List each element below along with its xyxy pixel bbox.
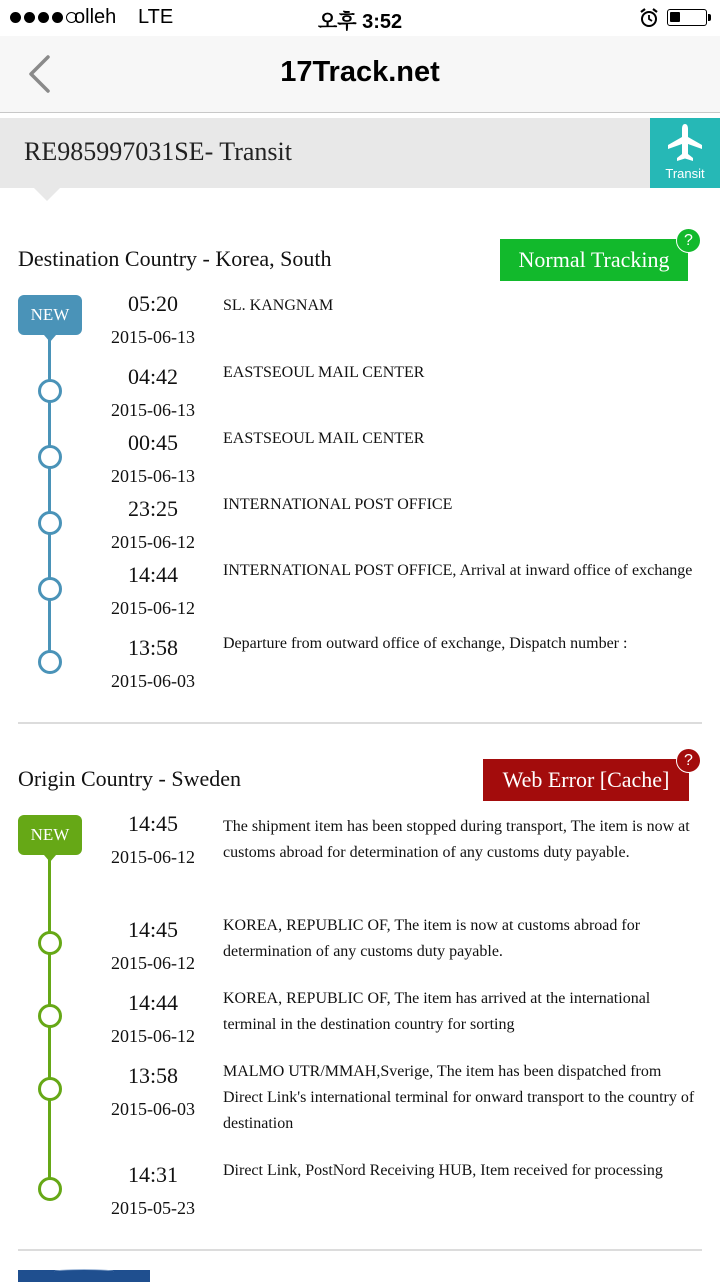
event-time: 14:31 xyxy=(127,1162,179,1187)
battery-level xyxy=(670,12,680,22)
event-time: 05:20 xyxy=(127,291,179,316)
event-description: EASTSEOUL MAIL CENTER xyxy=(223,430,425,447)
event-date: 2015-06-12 xyxy=(111,953,195,973)
event-description: MALMO UTR/MMAH,Sverige, The item has been dispatched from Direct Link's international terminal for onward transport to the country of destination xyxy=(223,1063,695,1132)
event-date: 2015-06-03 xyxy=(111,1099,195,1119)
transit-status-button[interactable] xyxy=(650,118,720,188)
network-type: LTE xyxy=(138,6,174,28)
destination-country-title: Destination Country - Korea, South xyxy=(18,246,332,271)
event-date: 2015-05-23 xyxy=(111,1198,195,1218)
event-date: 2015-06-12 xyxy=(111,847,195,867)
event-date: 2015-06-12 xyxy=(111,1026,195,1046)
page-title: 17Track.net xyxy=(280,56,440,88)
event-time: 23:25 xyxy=(127,496,179,521)
event-description: INTERNATIONAL POST OFFICE, Arrival at inward office of exchange xyxy=(223,562,693,579)
web-error-cache-button[interactable]: Web Error [Cache] xyxy=(483,759,689,801)
event-description: KOREA, REPUBLIC OF, The item is now at customs abroad for determination of any customs duty payable. xyxy=(223,917,641,960)
event-description: SL. KANGNAM xyxy=(223,297,334,314)
event-description: Direct Link, PostNord Receiving HUB, Item received for processing xyxy=(223,1162,663,1179)
postal-logo xyxy=(18,1270,150,1282)
timeline-node xyxy=(38,1004,62,1028)
event-time: 14:44 xyxy=(127,990,179,1015)
timeline-node xyxy=(38,445,62,469)
event-date: 2015-06-13 xyxy=(111,327,195,347)
event-time: 14:44 xyxy=(127,562,179,587)
header-pointer xyxy=(34,188,60,201)
transit-label: Transit xyxy=(665,166,705,181)
timeline-node xyxy=(38,379,62,403)
carrier-name: olleh xyxy=(74,6,117,28)
event-time: 00:45 xyxy=(127,430,179,455)
section-divider xyxy=(18,1249,702,1251)
timeline-node xyxy=(38,650,62,674)
event-description: INTERNATIONAL POST OFFICE xyxy=(223,496,453,513)
event-date: 2015-06-12 xyxy=(111,532,195,552)
tracking-header xyxy=(0,118,720,188)
event-time: 14:45 xyxy=(127,917,179,942)
event-time: 13:58 xyxy=(127,635,179,660)
timeline-node xyxy=(38,1177,62,1201)
battery-tip xyxy=(708,14,711,21)
event-description: The shipment item has been stopped during transport, The item is now at customs abroad for determination of any customs duty payable. xyxy=(223,818,690,861)
event-date: 2015-06-13 xyxy=(111,466,195,486)
navigation-bar xyxy=(0,36,720,113)
timeline-node xyxy=(38,1077,62,1101)
timeline-node xyxy=(38,511,62,535)
event-time: 13:58 xyxy=(127,1063,179,1088)
new-badge: NEW xyxy=(18,295,82,335)
section-divider xyxy=(18,722,702,724)
event-date: 2015-06-12 xyxy=(111,598,195,618)
event-description: KOREA, REPUBLIC OF, The item has arrived at the international terminal in the destination country for sorting xyxy=(223,990,651,1033)
airplane-icon xyxy=(665,122,705,164)
event-date: 2015-06-03 xyxy=(111,671,195,691)
new-badge: NEW xyxy=(18,815,82,855)
event-date: 2015-06-13 xyxy=(111,400,195,420)
tracking-number-status: RE985997031SE- Transit xyxy=(24,137,292,166)
event-description: EASTSEOUL MAIL CENTER xyxy=(223,364,425,381)
battery-icon xyxy=(667,9,707,26)
destination-help-icon[interactable]: ? xyxy=(676,228,701,253)
status-bar xyxy=(0,0,720,36)
alarm-icon xyxy=(638,7,660,29)
normal-tracking-button[interactable]: Normal Tracking xyxy=(500,239,688,281)
timeline-node xyxy=(38,577,62,601)
origin-country-title: Origin Country - Sweden xyxy=(18,766,242,791)
status-time: 오후 3:52 xyxy=(317,11,403,33)
event-time: 04:42 xyxy=(127,364,179,389)
origin-help-icon[interactable]: ? xyxy=(676,748,701,773)
timeline-node xyxy=(38,931,62,955)
event-description: Departure from outward office of exchange, Dispatch number : xyxy=(223,635,628,652)
event-time: 14:45 xyxy=(127,811,179,836)
